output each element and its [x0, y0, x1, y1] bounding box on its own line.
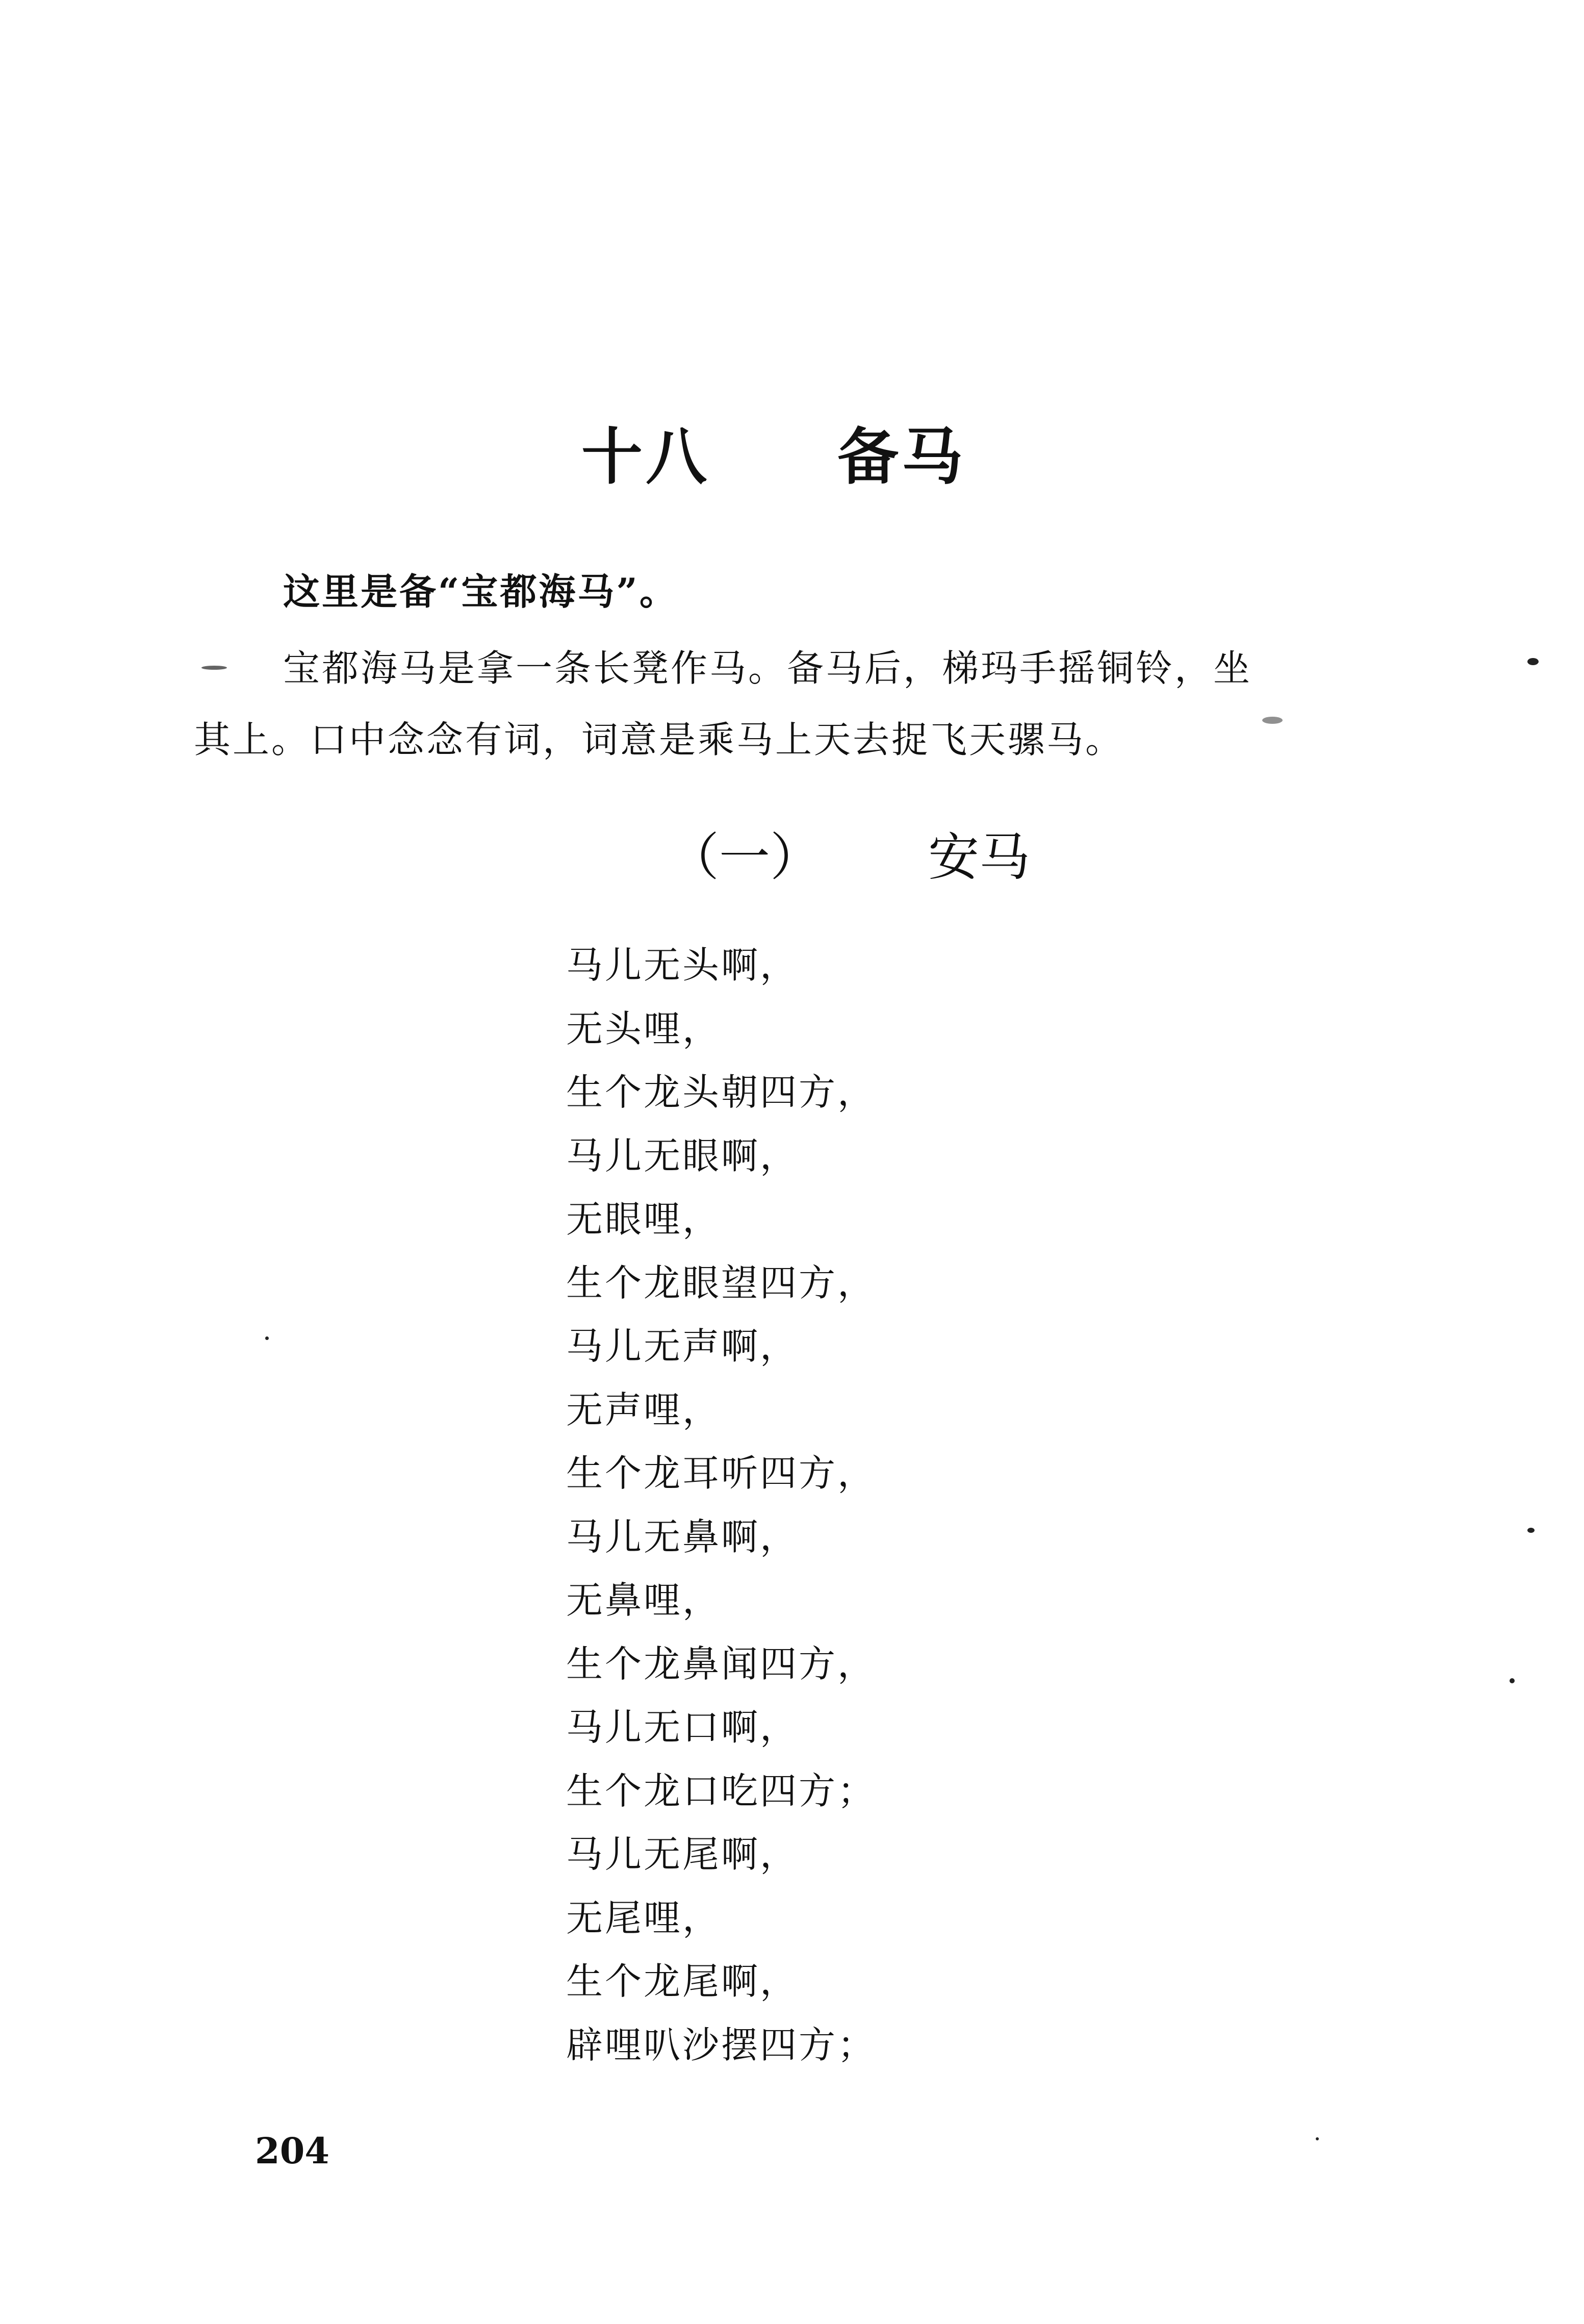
poem-line: 无鼻哩，	[566, 1579, 722, 1622]
intro-paragraph-line-3: 其上。口中念念有词，词意是乘马上天去捉飞天骡马。	[194, 718, 1125, 761]
poem-line: 无头哩，	[566, 1007, 722, 1050]
section-heading	[668, 816, 1030, 890]
intro-paragraph-line-1: 这里是备“宝都海马”。	[283, 570, 678, 613]
chapter-number: 十八	[581, 422, 710, 493]
poem-line: 无眼哩，	[566, 1198, 722, 1241]
poem-line: 无尾哩，	[566, 1896, 722, 1939]
scan-speck	[1262, 717, 1283, 724]
poem-line: 生个龙头朝四方，	[566, 1071, 877, 1114]
poem-line: 马儿无眼啊，	[566, 1134, 799, 1177]
scan-speck	[1316, 2137, 1319, 2140]
scan-speck	[201, 666, 227, 670]
poem-line: 马儿无鼻啊，	[566, 1515, 799, 1558]
poem-line: 马儿无尾啊，	[566, 1833, 799, 1876]
poem-line: 无声哩，	[566, 1388, 722, 1431]
poem-line: 马儿无声啊，	[566, 1325, 799, 1368]
scan-speck	[1527, 658, 1539, 665]
poem-line: 生个龙眼望四方，	[566, 1261, 877, 1304]
chapter-title: 备马	[837, 422, 966, 493]
scan-speck	[265, 1336, 269, 1340]
poem-line: 生个龙鼻闻四方，	[566, 1642, 877, 1685]
chapter-heading	[581, 408, 966, 496]
poem-line: 生个龙耳听四方，	[566, 1452, 877, 1495]
intro-paragraph-line-2: 宝都海马是拿一条长凳作马。备马后，梯玛手摇铜铃，坐	[283, 647, 1253, 690]
scan-speck	[1510, 1678, 1515, 1683]
poem-line: 生个龙口吃四方；	[566, 1769, 877, 1812]
poem-line: 马儿无头啊，	[566, 944, 799, 987]
poem-line: 辟哩叭沙摆四方；	[566, 2023, 877, 2066]
section-title: 安马	[928, 827, 1030, 887]
page-number: 204	[255, 2130, 330, 2172]
section-number: （一）	[668, 827, 821, 887]
scan-speck	[1527, 1528, 1535, 1533]
poem-line: 马儿无口啊，	[566, 1706, 799, 1749]
poem-line: 生个龙尾啊，	[566, 1960, 799, 2003]
poem	[566, 933, 876, 2077]
